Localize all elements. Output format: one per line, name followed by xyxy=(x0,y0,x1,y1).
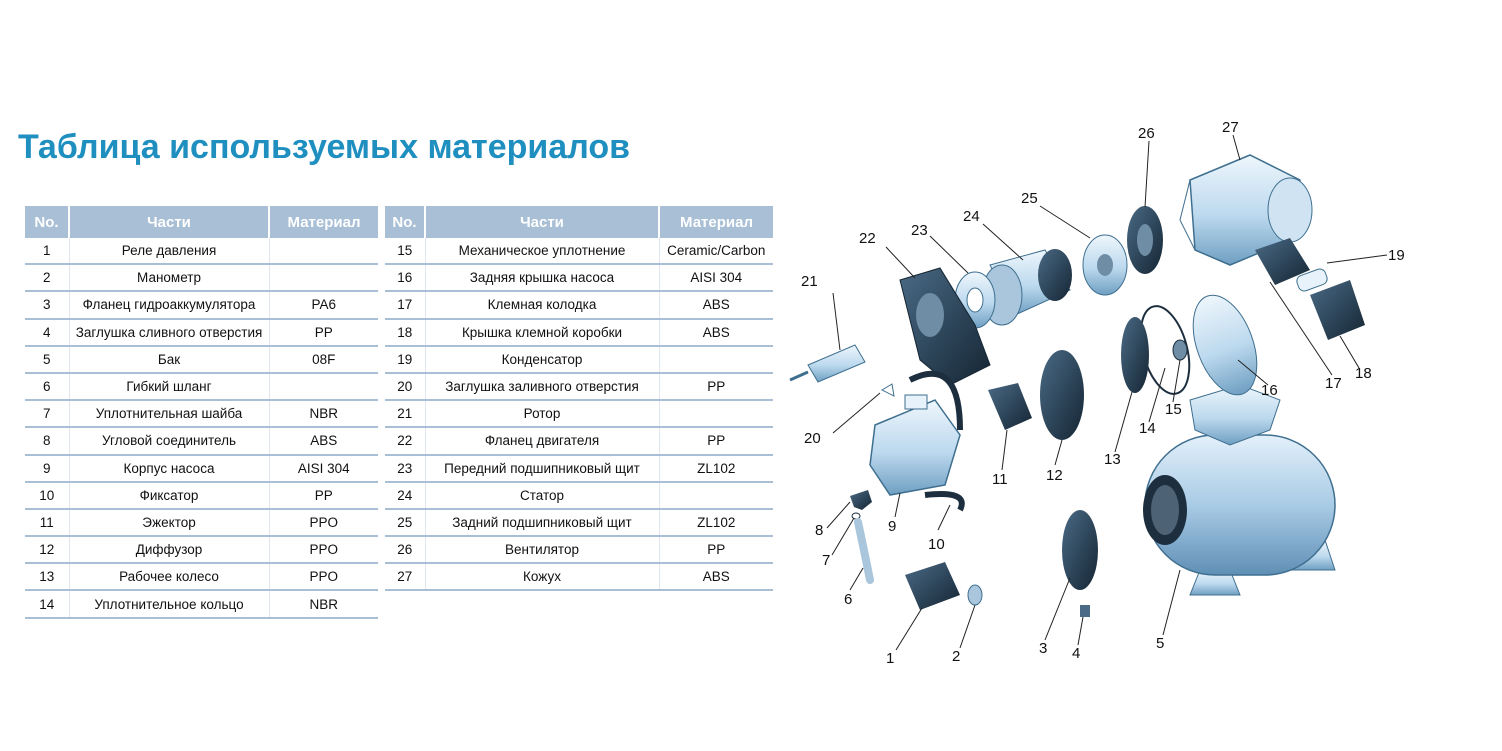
diagram-label-15: 15 xyxy=(1165,401,1182,418)
table-row xyxy=(25,590,378,617)
cell-part: Ротор xyxy=(425,400,659,427)
cell-no: 13 xyxy=(25,563,69,590)
diagram-label-12: 12 xyxy=(1046,467,1063,484)
part-26-fan xyxy=(1127,206,1163,274)
cell-part: Заглушка заливного отверстия xyxy=(425,373,659,400)
diagram-label-23: 23 xyxy=(911,222,928,239)
cell-no: 23 xyxy=(385,455,425,482)
cell-material xyxy=(659,346,773,373)
header-no: No. xyxy=(385,206,425,238)
diagram-label-20: 20 xyxy=(804,430,821,447)
header-no: No. xyxy=(25,206,69,238)
cell-part: Клемная колодка xyxy=(425,291,659,318)
diagram-label-27: 27 xyxy=(1222,119,1239,136)
header-material: Материал xyxy=(659,206,773,238)
diagram-label-10: 10 xyxy=(928,536,945,553)
cell-no: 18 xyxy=(385,319,425,346)
diagram-label-26: 26 xyxy=(1138,125,1155,142)
header-part: Части xyxy=(69,206,269,238)
cell-material: ABS xyxy=(659,291,773,318)
cell-part: Манометр xyxy=(69,264,269,291)
cell-material xyxy=(659,400,773,427)
diagram-label-6: 6 xyxy=(844,591,853,608)
table-row xyxy=(25,319,378,346)
cell-material: Ceramic/Carbon xyxy=(659,238,773,264)
table-row xyxy=(385,264,773,291)
table-row xyxy=(25,291,378,318)
cell-no: 25 xyxy=(385,509,425,536)
table-row xyxy=(25,264,378,291)
exploded-pump-diagram xyxy=(770,100,1470,680)
cell-part: Передний подшипниковый щит xyxy=(425,455,659,482)
table-row xyxy=(25,346,378,373)
cell-material: ABS xyxy=(269,427,378,454)
cell-no: 27 xyxy=(385,563,425,590)
cell-part: Вентилятор xyxy=(425,536,659,563)
part-2-pressure-gauge xyxy=(968,585,982,605)
cell-part: Эжектор xyxy=(69,509,269,536)
part-1-pressure-switch xyxy=(905,562,960,610)
cell-no: 16 xyxy=(385,264,425,291)
diagram-label-8: 8 xyxy=(815,522,824,539)
cell-part: Уплотнительная шайба xyxy=(69,400,269,427)
part-24-stator xyxy=(982,249,1072,325)
table-row xyxy=(25,509,378,536)
cell-part: Задний подшипниковый щит xyxy=(425,509,659,536)
cell-no: 20 xyxy=(385,373,425,400)
part-4-drain-plug xyxy=(1080,605,1090,617)
cell-no: 8 xyxy=(25,427,69,454)
cell-no: 24 xyxy=(385,482,425,509)
cell-part: Крышка клемной коробки xyxy=(425,319,659,346)
part-25-rear-bearing-shield xyxy=(1083,235,1127,295)
header-part: Части xyxy=(425,206,659,238)
table-row xyxy=(25,536,378,563)
diagram-label-19: 19 xyxy=(1388,247,1405,264)
cell-part: Фланец гидроаккумулятора xyxy=(69,291,269,318)
cell-material xyxy=(269,238,378,264)
diagram-label-17: 17 xyxy=(1325,375,1342,392)
cell-no: 14 xyxy=(25,590,69,617)
diagram-label-5: 5 xyxy=(1156,635,1165,652)
diagram-label-25: 25 xyxy=(1021,190,1038,207)
cell-no: 9 xyxy=(25,455,69,482)
diagram-label-7: 7 xyxy=(822,552,831,569)
part-6-flexible-hose xyxy=(858,522,870,580)
cell-part: Статор xyxy=(425,482,659,509)
table-row xyxy=(385,563,773,590)
table-row xyxy=(385,536,773,563)
cell-material: PP xyxy=(659,427,773,454)
cell-material: PP xyxy=(659,373,773,400)
part-11-ejector xyxy=(988,383,1032,430)
part-15-mechanical-seal xyxy=(1173,340,1187,360)
cell-material: NBR xyxy=(269,590,378,617)
cell-material: ABS xyxy=(659,319,773,346)
cell-part: Уплотнительное кольцо xyxy=(69,590,269,617)
table-row xyxy=(25,373,378,400)
cell-material: ABS xyxy=(659,563,773,590)
part-13-impeller xyxy=(1121,317,1149,393)
cell-no: 10 xyxy=(25,482,69,509)
cell-material: ZL102 xyxy=(659,509,773,536)
cell-part: Угловой соединитель xyxy=(69,427,269,454)
cell-material: ZL102 xyxy=(659,455,773,482)
cell-material: 08F xyxy=(269,346,378,373)
table-row xyxy=(25,238,378,264)
part-9-pump-body xyxy=(870,395,960,495)
cell-part: Механическое уплотнение xyxy=(425,238,659,264)
table-row xyxy=(25,455,378,482)
table-row xyxy=(25,427,378,454)
table-row xyxy=(385,291,773,318)
table-row xyxy=(385,455,773,482)
table-row xyxy=(385,482,773,509)
cell-part: Фиксатор xyxy=(69,482,269,509)
cell-material: PA6 xyxy=(269,291,378,318)
cell-no: 21 xyxy=(385,400,425,427)
cell-part: Рабочее колесо xyxy=(69,563,269,590)
diagram-label-9: 9 xyxy=(888,518,897,535)
cell-part: Заглушка сливного отверстия xyxy=(69,319,269,346)
part-8-angle-connector xyxy=(850,490,872,510)
cell-material: PPO xyxy=(269,563,378,590)
materials-table-right xyxy=(385,206,773,591)
cell-material xyxy=(269,373,378,400)
cell-material: PP xyxy=(269,482,378,509)
diagram-label-18: 18 xyxy=(1355,365,1372,382)
table-row xyxy=(25,400,378,427)
cell-no: 2 xyxy=(25,264,69,291)
cell-no: 12 xyxy=(25,536,69,563)
cell-no: 3 xyxy=(25,291,69,318)
cell-no: 19 xyxy=(385,346,425,373)
diagram-label-22: 22 xyxy=(859,230,876,247)
diagram-label-3: 3 xyxy=(1039,640,1048,657)
table-row xyxy=(385,427,773,454)
cell-material: NBR xyxy=(269,400,378,427)
cell-material xyxy=(659,482,773,509)
diagram-label-21: 21 xyxy=(801,273,818,290)
table-row xyxy=(385,319,773,346)
cell-part: Диффузор xyxy=(69,536,269,563)
materials-table-left xyxy=(25,206,378,619)
cell-no: 11 xyxy=(25,509,69,536)
cell-no: 4 xyxy=(25,319,69,346)
part-12-diffuser xyxy=(1040,350,1084,440)
diagram-label-24: 24 xyxy=(963,208,980,225)
cell-material: PP xyxy=(269,319,378,346)
cell-part: Бак xyxy=(69,346,269,373)
diagram-label-11: 11 xyxy=(992,471,1008,488)
cell-part: Корпус насоса xyxy=(69,455,269,482)
cell-part: Кожух xyxy=(425,563,659,590)
diagram-label-4: 4 xyxy=(1072,645,1081,662)
cell-part: Гибкий шланг xyxy=(69,373,269,400)
cell-no: 5 xyxy=(25,346,69,373)
table-row xyxy=(385,373,773,400)
table-row xyxy=(25,563,378,590)
cell-no: 6 xyxy=(25,373,69,400)
cell-part: Фланец двигателя xyxy=(425,427,659,454)
cell-no: 26 xyxy=(385,536,425,563)
part-16-rear-pump-cover xyxy=(1181,287,1269,404)
page-title: Таблица используемых материалов xyxy=(18,128,631,166)
part-18-terminal-box-cover xyxy=(1310,280,1365,340)
part-21-rotor xyxy=(790,345,865,382)
cell-no: 1 xyxy=(25,238,69,264)
part-3-tank-flange xyxy=(1062,510,1098,590)
diagram-label-16: 16 xyxy=(1261,382,1278,399)
cell-material: PPO xyxy=(269,509,378,536)
cell-material: AISI 304 xyxy=(659,264,773,291)
table-row xyxy=(25,482,378,509)
diagram-label-1: 1 xyxy=(886,650,895,667)
table-row xyxy=(385,346,773,373)
table-row xyxy=(385,400,773,427)
cell-material: PPO xyxy=(269,536,378,563)
cell-material: AISI 304 xyxy=(269,455,378,482)
diagram-label-13: 13 xyxy=(1104,451,1121,468)
cell-no: 22 xyxy=(385,427,425,454)
cell-no: 15 xyxy=(385,238,425,264)
cell-material xyxy=(269,264,378,291)
cell-no: 17 xyxy=(385,291,425,318)
cell-no: 7 xyxy=(25,400,69,427)
cell-material: PP xyxy=(659,536,773,563)
cell-part: Задняя крышка насоса xyxy=(425,264,659,291)
cell-part: Конденсатор xyxy=(425,346,659,373)
diagram-label-2: 2 xyxy=(952,648,961,665)
diagram-label-14: 14 xyxy=(1139,420,1156,437)
cell-part: Реле давления xyxy=(69,238,269,264)
table-row xyxy=(385,238,773,264)
part-20-filling-plug xyxy=(882,384,894,396)
header-material: Материал xyxy=(269,206,378,238)
table-row xyxy=(385,509,773,536)
